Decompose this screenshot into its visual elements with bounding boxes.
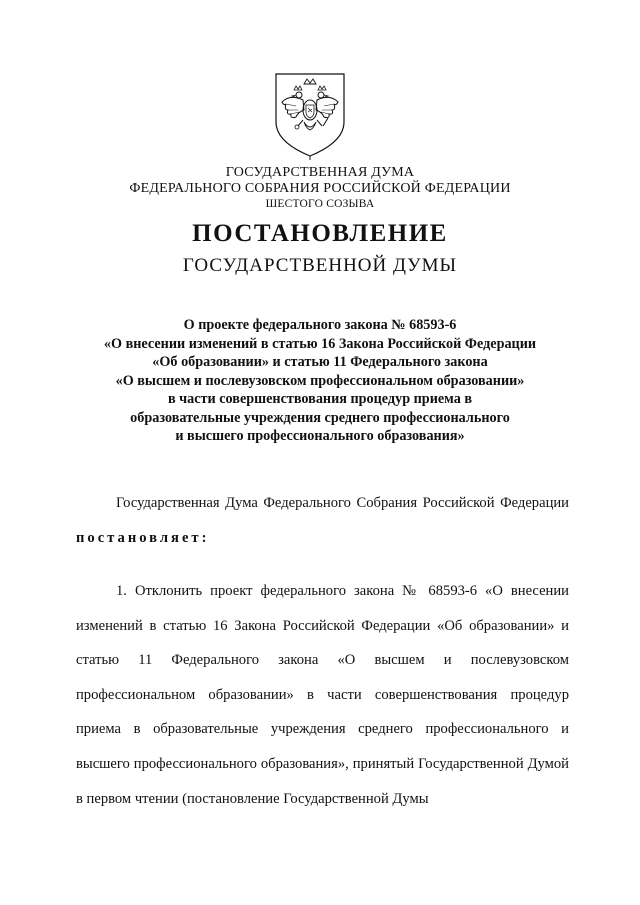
preamble-paragraph — [76, 486, 569, 555]
document-type-title: ПОСТАНОВЛЕНИЕ — [192, 220, 448, 247]
subject-line: «Об образовании» и статью 11 Федерального закона — [152, 354, 488, 370]
clause-1-paragraph: 1. Отклонить проект федерального закона № 68593-6 «О внесении изменений в статью 16 Закона Российской Федерации «Об образовании» и статью 11 Федерального закона «О высшем и послевузовском профессиональном образовании» в части совершенствования процедур приема в образовательные учреждения среднего профессионального и высшего профессионального образования», принятый Государственной Думой в первом чтении (постановление Государственной Думы — [76, 583, 569, 807]
russian-coat-of-arms-icon — [270, 70, 350, 160]
subject-line: «О внесении изменений в статью 16 Закона Российской Федерации — [103, 335, 537, 352]
federal-assembly-name: ФЕДЕРАЛЬНОГО СОБРАНИЯ РОССИЙСКОЙ ФЕДЕРАЦИИ — [129, 181, 511, 196]
subject-line: «О высшем и послевузовском профессиональном образовании» — [115, 372, 525, 389]
preamble-verb: постановляет: — [76, 529, 210, 546]
resolution-subject — [60, 316, 580, 446]
preamble-text: Государственная Дума Федерального Собрания Российской Федерации — [116, 495, 569, 511]
document-type-subtitle: ГОСУДАРСТВЕННОЙ ДУМЫ — [182, 255, 458, 276]
convocation-label: ШЕСТОГО СОЗЫВА — [265, 198, 375, 210]
organization-name: ГОСУДАРСТВЕННАЯ ДУМА — [225, 165, 415, 180]
subject-line: в части совершенствования процедур приема в — [167, 391, 473, 407]
subject-line: и высшего профессионального образования» — [175, 428, 465, 444]
subject-line: образовательные учреждения среднего профессионального — [130, 409, 510, 426]
subject-line: О проекте федерального закона № 68593-6 — [183, 317, 457, 333]
